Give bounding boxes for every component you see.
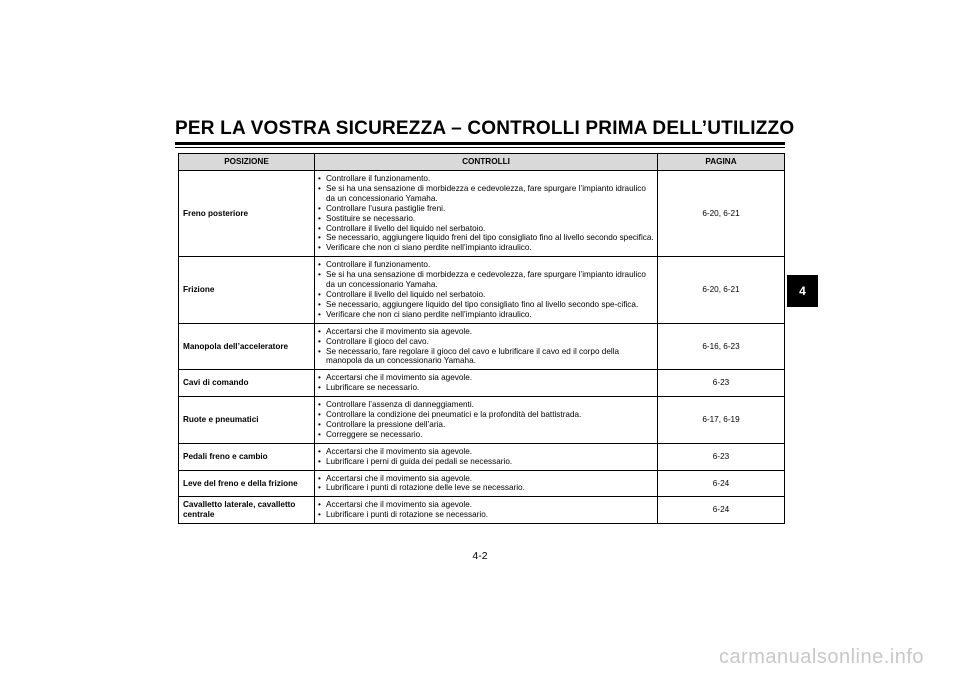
row-page: 6-17, 6-19: [658, 397, 785, 444]
control-item: • Se si ha una sensazione di morbidezza e cedevolezza, fare spurgare l’impianto idraulico da un concessionario Yamaha.: [318, 184, 654, 204]
row-page: 6-16, 6-23: [658, 323, 785, 370]
control-item: • Controllare la pressione dell’aria.: [318, 420, 654, 430]
row-position: Leve del freno e della frizione: [179, 470, 315, 497]
watermark: carmanualsonline.info: [718, 646, 924, 668]
header-controls: CONTROLLI: [315, 154, 658, 171]
control-item: • Lubrificare i punti di rotazione se necessario.: [318, 510, 654, 520]
control-item: • Se necessario, fare regolare il gioco del cavo e lubrificare il cavo ed il corpo della manopola da un concessionario Yamaha.: [318, 347, 654, 367]
row-page: 6-20, 6-21: [658, 171, 785, 257]
table-row: [179, 257, 785, 323]
table-row: [179, 443, 785, 470]
control-item: • Controllare il funzionamento.: [318, 260, 654, 270]
title-rule-thick: [175, 142, 785, 145]
table-row: [179, 470, 785, 497]
row-controls: [315, 171, 658, 257]
table-header-row: [179, 154, 785, 171]
control-item: • Se si ha una sensazione di morbidezza e cedevolezza, fare spurgare l’impianto idraulico da un concessionario Yamaha.: [318, 270, 654, 290]
control-item: • Controllare l’assenza di danneggiamenti.: [318, 400, 654, 410]
table-row: [179, 323, 785, 370]
control-item: • Verificare che non ci siano perdite nell’impianto idraulico.: [318, 243, 654, 253]
row-page: 6-20, 6-21: [658, 257, 785, 323]
row-controls: [315, 470, 658, 497]
row-position: Pedali freno e cambio: [179, 443, 315, 470]
chapter-tab: 4: [787, 275, 818, 307]
row-controls: [315, 323, 658, 370]
row-page: 6-24: [658, 497, 785, 524]
row-controls: [315, 443, 658, 470]
control-item: • Accertarsi che il movimento sia agevole.: [318, 373, 654, 383]
page-title: PER LA VOSTRA SICUREZZA – CONTROLLI PRIMA DELL’UTILIZZO: [175, 118, 795, 139]
row-controls: [315, 370, 658, 397]
control-item: • Se necessario, aggiungere liquido freni del tipo consigliato fino al livello secondo specifica.: [318, 233, 654, 243]
row-position: Freno posteriore: [179, 171, 315, 257]
row-position: Cavi di comando: [179, 370, 315, 397]
page-number: 4-2: [472, 550, 488, 562]
row-position: Ruote e pneumatici: [179, 397, 315, 444]
control-item: • Correggere se necessario.: [318, 430, 654, 440]
control-item: • Controllare il livello del liquido nel serbatoio.: [318, 290, 654, 300]
table-row: [179, 171, 785, 257]
row-page: 6-23: [658, 443, 785, 470]
control-item: • Controllare il funzionamento.: [318, 174, 654, 184]
title-rule-thin: [175, 147, 785, 148]
control-item: • Accertarsi che il movimento sia agevole.: [318, 447, 654, 457]
control-item: • Verificare che non ci siano perdite nell’impianto idraulico.: [318, 310, 654, 320]
control-item: • Accertarsi che il movimento sia agevole.: [318, 327, 654, 337]
control-item: • Lubrificare se necessario.: [318, 383, 654, 393]
control-item: • Controllare l’usura pastiglie freni.: [318, 204, 654, 214]
row-position: Cavalletto laterale, cavalletto centrale: [179, 497, 315, 524]
row-controls: [315, 397, 658, 444]
row-position: Frizione: [179, 257, 315, 323]
control-item: • Lubrificare i punti di rotazione delle leve se necessario.: [318, 483, 654, 493]
header-page: PAGINA: [658, 154, 785, 171]
controls-table: [178, 153, 785, 524]
row-controls: [315, 497, 658, 524]
table-row: [179, 397, 785, 444]
control-item: • Controllare il livello del liquido nel serbatoio.: [318, 224, 654, 234]
control-item: • Sostituire se necessario.: [318, 214, 654, 224]
control-item: • Se necessario, aggiungere liquido del tipo consigliato fino al livello secondo spe-cifica.: [318, 300, 654, 310]
control-item: • Controllare la condizione dei pneumatici e la profondità del battistrada.: [318, 410, 654, 420]
control-item: • Lubrificare i perni di guida dei pedali se necessario.: [318, 457, 654, 467]
control-item: • Accertarsi che il movimento sia agevole.: [318, 474, 654, 484]
row-page: 6-24: [658, 470, 785, 497]
control-item: • Controllare il gioco del cavo.: [318, 337, 654, 347]
row-controls: [315, 257, 658, 323]
table-row: [179, 370, 785, 397]
control-item: • Accertarsi che il movimento sia agevole.: [318, 500, 654, 510]
table-row: [179, 497, 785, 524]
row-page: 6-23: [658, 370, 785, 397]
row-position: Manopola dell’acceleratore: [179, 323, 315, 370]
header-position: POSIZIONE: [179, 154, 315, 171]
